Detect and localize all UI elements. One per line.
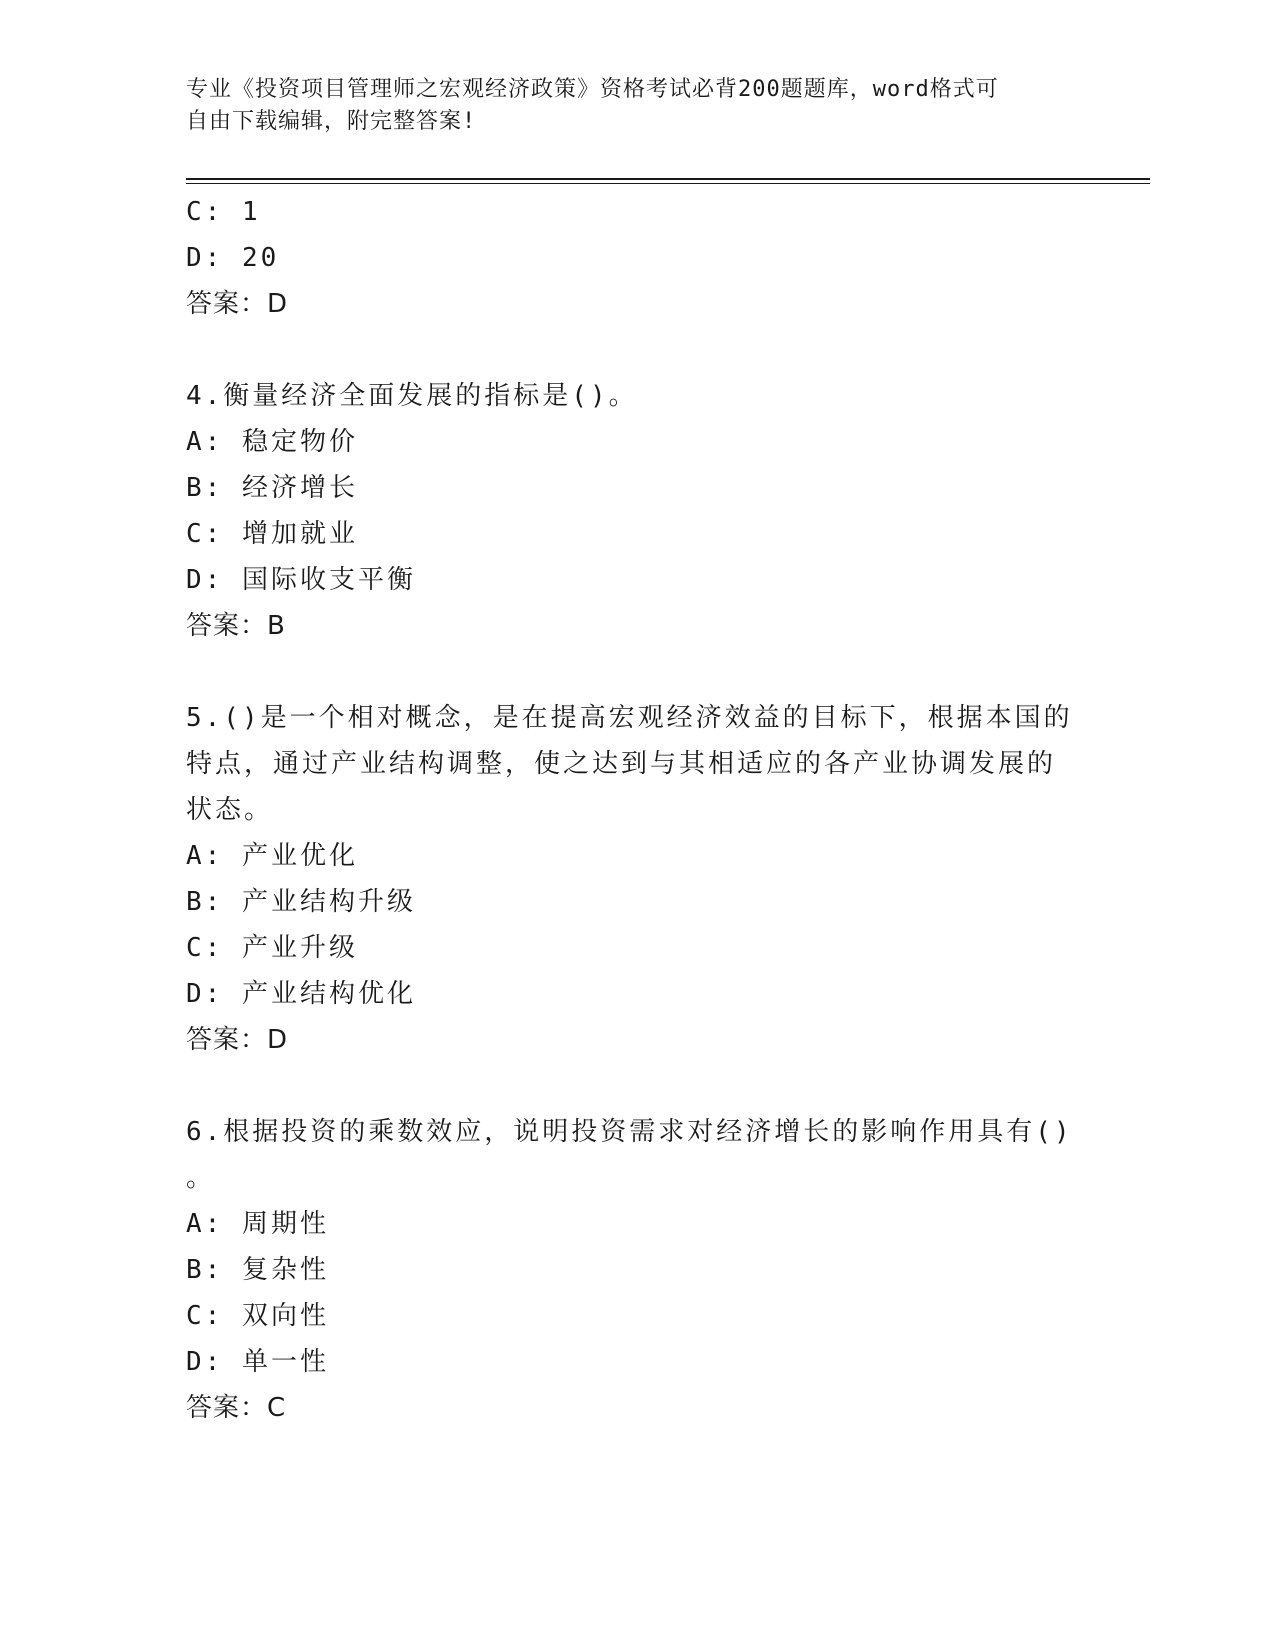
question-6	[186, 1109, 1073, 1431]
question-3-tail	[186, 189, 1066, 327]
option-b: B: 复杂性	[186, 1255, 329, 1285]
header-title-line-1: 专业《投资项目管理师之宏观经济政策》资格考试必背200题题库，word格式可	[186, 77, 999, 102]
question-spacer	[186, 649, 1066, 695]
option-c: C: 增加就业	[186, 519, 358, 549]
question-spacer	[186, 327, 1066, 373]
option-c: C: 产业升级	[186, 933, 358, 963]
option-d: D: 产业结构优化	[186, 979, 416, 1009]
header-title-line-2: 自由下载编辑，附完整答案!	[186, 109, 477, 134]
question-text-line-2: 。	[186, 1163, 216, 1193]
option-c: C: 1	[186, 197, 261, 227]
option-a: A: 周期性	[186, 1209, 329, 1239]
question-text-line-1: 5.()是一个相对概念，是在提高宏观经济效益的目标下，根据本国的	[186, 703, 1073, 733]
option-d: D: 20	[186, 243, 280, 273]
answer-line: 答案：D	[186, 1025, 289, 1055]
option-d: D: 单一性	[186, 1347, 329, 1377]
question-text: 4.衡量经济全面发展的指标是()。	[186, 381, 638, 411]
option-a: A: 产业优化	[186, 841, 358, 871]
question-text-line-2: 特点，通过产业结构调整，使之达到与其相适应的各产业协调发展的	[186, 749, 1057, 779]
answer-line: 答案：C	[186, 1393, 287, 1423]
option-a: A: 稳定物价	[186, 427, 358, 457]
header-divider-thick	[186, 178, 1150, 180]
option-d: D: 国际收支平衡	[186, 565, 416, 595]
document-header	[186, 74, 1066, 138]
option-b: B: 产业结构升级	[186, 887, 416, 917]
question-list	[186, 189, 1073, 1431]
answer-line: 答案：D	[186, 289, 289, 319]
option-c: C: 双向性	[186, 1301, 329, 1331]
option-b: B: 经济增长	[186, 473, 358, 503]
answer-line: 答案：B	[186, 611, 286, 641]
question-spacer	[186, 1063, 1066, 1109]
question-5	[186, 695, 1073, 1063]
question-4	[186, 373, 1066, 649]
header-divider-thin	[186, 183, 1150, 184]
question-text-line-3: 状态。	[186, 795, 274, 825]
question-text-line-1: 6.根据投资的乘数效应，说明投资需求对经济增长的影响作用具有()	[186, 1117, 1073, 1147]
